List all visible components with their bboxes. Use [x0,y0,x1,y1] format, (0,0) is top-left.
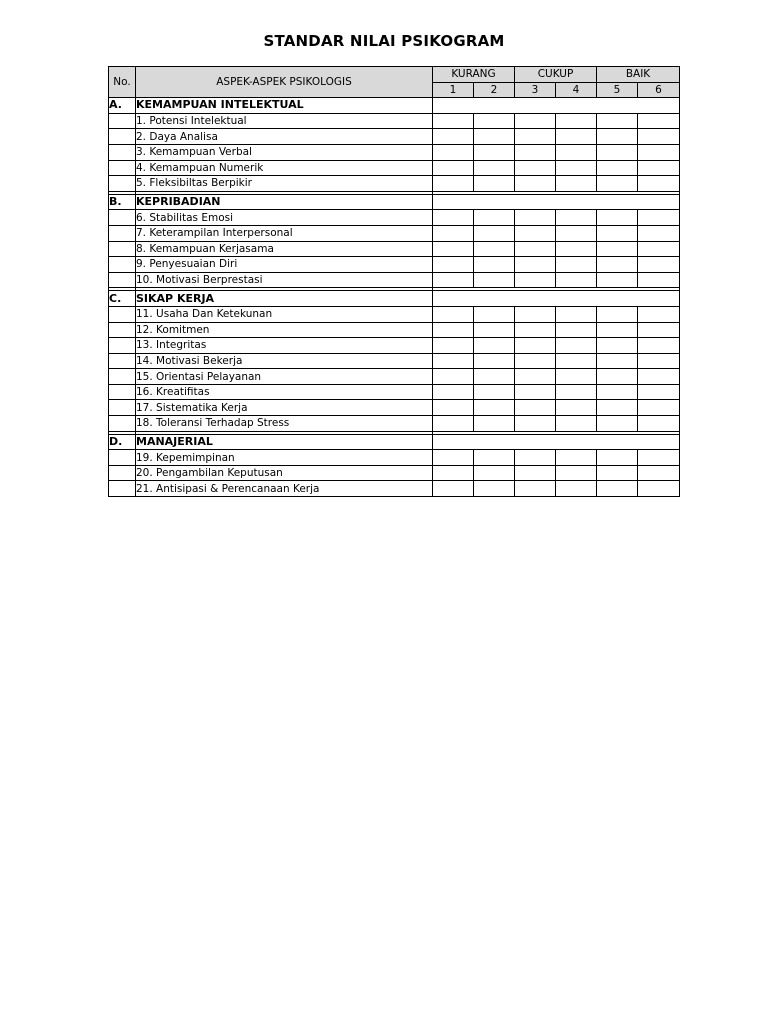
section-row [109,98,680,114]
score-cell-1[interactable] [433,113,474,129]
score-cell-1[interactable] [433,144,474,160]
score-cell-2[interactable] [474,113,515,129]
header-group-baik: BAIK [597,67,680,83]
score-cell-4[interactable] [556,416,597,432]
row-no-cell [109,241,136,257]
score-cell-4[interactable] [556,257,597,273]
score-cell-3[interactable] [515,225,556,241]
header-no: No. [109,67,136,98]
score-cell-5[interactable] [597,113,638,129]
score-cell-6[interactable] [638,416,680,432]
header-group-kurang: KURANG [433,67,515,83]
score-cell-1[interactable] [433,400,474,416]
row-no-cell [109,400,136,416]
score-cell-3[interactable] [515,450,556,466]
score-cell-2[interactable] [474,272,515,288]
row-no-cell [109,465,136,481]
aspect-label: 13. Integritas [136,338,433,354]
score-cell-3[interactable] [515,416,556,432]
score-cell-4[interactable] [556,353,597,369]
table-row [109,338,680,354]
score-cell-1[interactable] [433,210,474,226]
row-no-cell [109,369,136,385]
score-cell-5[interactable] [597,210,638,226]
score-cell-5[interactable] [597,160,638,176]
score-cell-3[interactable] [515,241,556,257]
score-cell-2[interactable] [474,322,515,338]
aspect-label: 4. Kemampuan Numerik [136,160,433,176]
score-cell-1[interactable] [433,241,474,257]
aspect-label: 12. Komitmen [136,322,433,338]
score-cell-5[interactable] [597,241,638,257]
aspect-label: 3. Kemampuan Verbal [136,144,433,160]
row-no-cell [109,225,136,241]
score-cell-2[interactable] [474,160,515,176]
aspect-label: 2. Daya Analisa [136,129,433,145]
aspect-label: 6. Stabilitas Emosi [136,210,433,226]
table-row [109,176,680,192]
score-cell-6[interactable] [638,306,680,322]
score-cell-2[interactable] [474,338,515,354]
row-no-cell [109,481,136,497]
score-cell-4[interactable] [556,272,597,288]
row-no-cell [109,257,136,273]
score-cell-5[interactable] [597,416,638,432]
aspect-label: 16. Kreatifitas [136,384,433,400]
score-cell-6[interactable] [638,241,680,257]
score-cell-5[interactable] [597,129,638,145]
score-cell-1[interactable] [433,450,474,466]
score-cell-4[interactable] [556,306,597,322]
section-title: KEMAMPUAN INTELEKTUAL [136,98,433,114]
section-letter: D. [109,434,136,450]
score-cell-5[interactable] [597,400,638,416]
section-letter: A. [109,98,136,114]
table-row [109,257,680,273]
score-cell-5[interactable] [597,465,638,481]
header-scale-4: 4 [556,82,597,98]
score-cell-3[interactable] [515,176,556,192]
score-cell-2[interactable] [474,225,515,241]
score-cell-4[interactable] [556,129,597,145]
score-cell-1[interactable] [433,465,474,481]
table-row [109,210,680,226]
section-score-cell [433,194,680,210]
score-cell-2[interactable] [474,465,515,481]
score-cell-2[interactable] [474,353,515,369]
score-cell-2[interactable] [474,176,515,192]
row-no-cell [109,416,136,432]
score-cell-3[interactable] [515,384,556,400]
score-cell-4[interactable] [556,338,597,354]
score-cell-4[interactable] [556,400,597,416]
section-title: SIKAP KERJA [136,291,433,307]
score-cell-6[interactable] [638,369,680,385]
score-cell-4[interactable] [556,210,597,226]
section-title: KEPRIBADIAN [136,194,433,210]
score-cell-5[interactable] [597,353,638,369]
section-title: MANAJERIAL [136,434,433,450]
section-score-cell [433,98,680,114]
header-scale-2: 2 [474,82,515,98]
score-cell-3[interactable] [515,353,556,369]
section-letter: C. [109,291,136,307]
header-scale-3: 3 [515,82,556,98]
document-title: STANDAR NILAI PSIKOGRAM [263,32,505,50]
score-cell-1[interactable] [433,384,474,400]
aspect-label: 10. Motivasi Berprestasi [136,272,433,288]
score-cell-2[interactable] [474,400,515,416]
score-cell-6[interactable] [638,210,680,226]
table-row [109,144,680,160]
aspect-label: 15. Orientasi Pelayanan [136,369,433,385]
score-cell-6[interactable] [638,144,680,160]
table-row [109,241,680,257]
score-cell-1[interactable] [433,416,474,432]
aspect-label: 14. Motivasi Bekerja [136,353,433,369]
score-cell-5[interactable] [597,306,638,322]
row-no-cell [109,129,136,145]
score-cell-4[interactable] [556,144,597,160]
score-cell-6[interactable] [638,160,680,176]
table-row [109,450,680,466]
score-cell-2[interactable] [474,210,515,226]
table-row [109,353,680,369]
header-scale-1: 1 [433,82,474,98]
aspect-label: 7. Keterampilan Interpersonal [136,225,433,241]
section-score-cell [433,291,680,307]
row-no-cell [109,210,136,226]
score-cell-2[interactable] [474,257,515,273]
score-cell-1[interactable] [433,353,474,369]
table-row [109,400,680,416]
score-cell-1[interactable] [433,306,474,322]
table-row [109,225,680,241]
score-cell-1[interactable] [433,322,474,338]
table-row [109,160,680,176]
aspect-label: 18. Toleransi Terhadap Stress [136,416,433,432]
score-cell-4[interactable] [556,384,597,400]
score-cell-5[interactable] [597,176,638,192]
score-cell-6[interactable] [638,129,680,145]
header-scale-5: 5 [597,82,638,98]
score-cell-1[interactable] [433,272,474,288]
score-cell-2[interactable] [474,416,515,432]
table-row [109,306,680,322]
table-body [109,98,680,497]
score-cell-4[interactable] [556,176,597,192]
score-cell-3[interactable] [515,144,556,160]
aspect-label: 5. Fleksibiltas Berpikir [136,176,433,192]
score-cell-5[interactable] [597,338,638,354]
score-cell-4[interactable] [556,225,597,241]
score-cell-5[interactable] [597,322,638,338]
psychogram-table [108,66,680,497]
row-no-cell [109,322,136,338]
header-aspect: ASPEK-ASPEK PSIKOLOGIS [136,67,433,98]
score-cell-1[interactable] [433,129,474,145]
score-cell-4[interactable] [556,113,597,129]
section-row [109,434,680,450]
score-cell-1[interactable] [433,160,474,176]
score-cell-6[interactable] [638,450,680,466]
score-cell-3[interactable] [515,272,556,288]
aspect-label: 19. Kepemimpinan [136,450,433,466]
score-cell-5[interactable] [597,369,638,385]
score-cell-1[interactable] [433,176,474,192]
row-no-cell [109,272,136,288]
score-cell-6[interactable] [638,322,680,338]
row-no-cell [109,160,136,176]
section-row [109,194,680,210]
aspect-label: 11. Usaha Dan Ketekunan [136,306,433,322]
score-cell-6[interactable] [638,465,680,481]
section-row [109,291,680,307]
score-cell-3[interactable] [515,129,556,145]
row-no-cell [109,338,136,354]
row-no-cell [109,384,136,400]
table-header [109,67,680,98]
score-cell-4[interactable] [556,481,597,497]
row-no-cell [109,450,136,466]
score-cell-3[interactable] [515,338,556,354]
score-cell-2[interactable] [474,481,515,497]
score-cell-4[interactable] [556,160,597,176]
score-cell-6[interactable] [638,384,680,400]
aspect-label: 1. Potensi Intelektual [136,113,433,129]
score-cell-3[interactable] [515,481,556,497]
score-cell-6[interactable] [638,272,680,288]
score-cell-4[interactable] [556,369,597,385]
score-cell-2[interactable] [474,241,515,257]
row-no-cell [109,176,136,192]
aspect-label: 9. Penyesuaian Diri [136,257,433,273]
row-no-cell [109,144,136,160]
section-letter: B. [109,194,136,210]
score-cell-1[interactable] [433,225,474,241]
aspect-label: 21. Antisipasi & Perencanaan Kerja [136,481,433,497]
table-row [109,129,680,145]
score-cell-1[interactable] [433,257,474,273]
table-row [109,416,680,432]
score-cell-1[interactable] [433,481,474,497]
score-cell-4[interactable] [556,241,597,257]
score-cell-4[interactable] [556,322,597,338]
score-cell-5[interactable] [597,272,638,288]
score-cell-3[interactable] [515,322,556,338]
score-cell-3[interactable] [515,465,556,481]
row-no-cell [109,353,136,369]
table-row [109,322,680,338]
score-cell-1[interactable] [433,369,474,385]
score-cell-3[interactable] [515,257,556,273]
row-no-cell [109,113,136,129]
score-cell-1[interactable] [433,338,474,354]
score-cell-2[interactable] [474,384,515,400]
score-cell-5[interactable] [597,481,638,497]
score-cell-5[interactable] [597,257,638,273]
table-row [109,272,680,288]
score-cell-3[interactable] [515,210,556,226]
score-cell-5[interactable] [597,225,638,241]
score-cell-6[interactable] [638,400,680,416]
score-cell-6[interactable] [638,338,680,354]
score-cell-3[interactable] [515,306,556,322]
score-cell-6[interactable] [638,225,680,241]
section-score-cell [433,434,680,450]
score-cell-6[interactable] [638,353,680,369]
score-cell-5[interactable] [597,384,638,400]
row-no-cell [109,306,136,322]
aspect-label: 8. Kemampuan Kerjasama [136,241,433,257]
table-row [109,384,680,400]
score-cell-6[interactable] [638,176,680,192]
score-cell-2[interactable] [474,450,515,466]
header-group-cukup: CUKUP [515,67,597,83]
score-cell-2[interactable] [474,144,515,160]
score-cell-3[interactable] [515,400,556,416]
table-row [109,465,680,481]
table-row [109,113,680,129]
score-cell-2[interactable] [474,129,515,145]
score-cell-2[interactable] [474,306,515,322]
score-cell-6[interactable] [638,257,680,273]
score-cell-6[interactable] [638,481,680,497]
score-cell-5[interactable] [597,144,638,160]
score-cell-3[interactable] [515,369,556,385]
aspect-label: 17. Sistematika Kerja [136,400,433,416]
aspect-label: 20. Pengambilan Keputusan [136,465,433,481]
score-cell-3[interactable] [515,160,556,176]
header-scale-6: 6 [638,82,680,98]
score-cell-2[interactable] [474,369,515,385]
score-cell-3[interactable] [515,113,556,129]
score-cell-4[interactable] [556,465,597,481]
score-cell-6[interactable] [638,113,680,129]
score-cell-5[interactable] [597,450,638,466]
table-row [109,481,680,497]
table-row [109,369,680,385]
score-cell-4[interactable] [556,450,597,466]
